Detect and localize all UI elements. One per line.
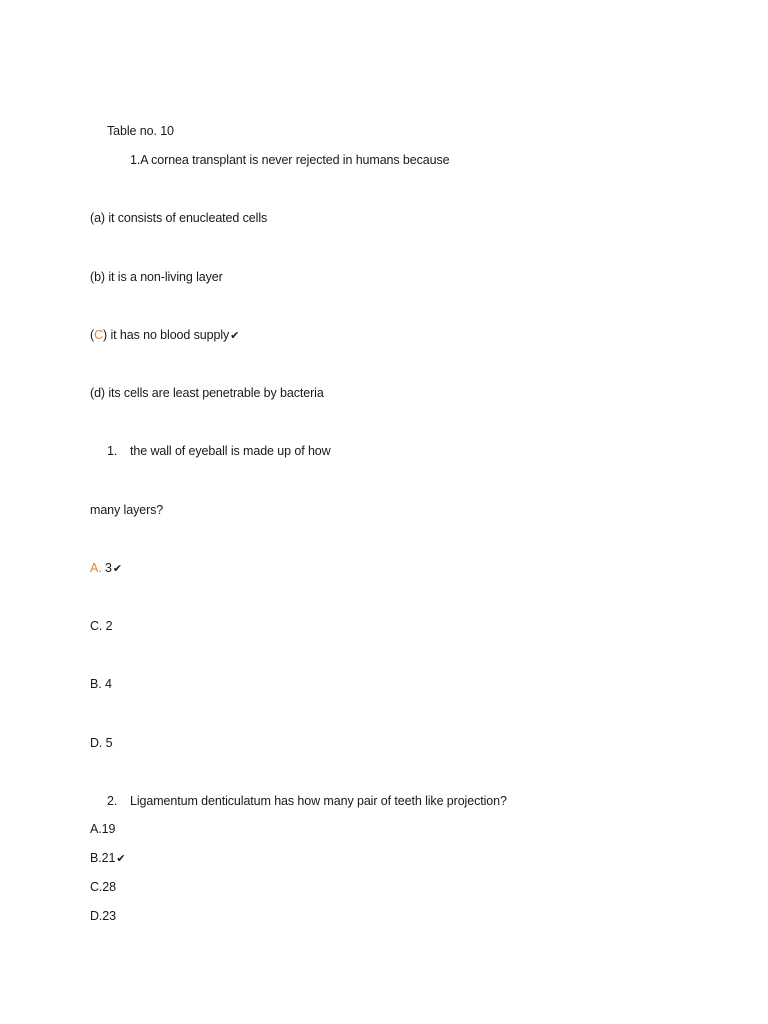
question-1-option-b: (b) it is a non-living layer <box>90 270 223 284</box>
question-3-option-c: C.28 <box>90 880 117 894</box>
question-2-first-line <box>107 443 331 459</box>
option-c-open-paren: ( <box>90 328 95 342</box>
option-a-label: A. <box>90 561 102 575</box>
question-3-line <box>107 793 507 809</box>
question-2-option-b: B. 4 <box>90 677 112 691</box>
question-3-option-d: D.23 <box>90 909 117 923</box>
question-2-second-line: many layers? <box>90 503 164 517</box>
option-b-text: B.21 <box>90 851 116 865</box>
question-1-option-a: (a) it consists of enucleated cells <box>90 211 268 225</box>
option-a-value: 3 <box>105 561 112 575</box>
check-mark-icon: ✔ <box>116 852 126 865</box>
question-3-option-b <box>90 850 125 867</box>
question-2-number: 1. <box>107 444 118 458</box>
question-1-text: 1.A cornea transplant is never rejected in humans because <box>130 153 450 167</box>
option-c-text: ) it has no blood supply <box>103 328 230 342</box>
check-mark-icon: ✔ <box>230 329 240 342</box>
question-2-text: the wall of eyeball is made up of how <box>130 444 331 458</box>
question-2-option-a <box>90 560 122 577</box>
question-3-text: Ligamentum denticulatum has how many pair of teeth like projection? <box>130 794 507 808</box>
question-3-option-a: A.19 <box>90 822 116 836</box>
question-1-option-c <box>90 327 239 344</box>
question-3-number: 2. <box>107 794 118 808</box>
table-title: Table no. 10 <box>107 124 174 138</box>
question-2-option-c: C. 2 <box>90 619 113 633</box>
option-c-letter: C <box>94 328 104 342</box>
check-mark-icon: ✔ <box>112 562 122 575</box>
question-1-option-d: (d) its cells are least penetrable by bacteria <box>90 386 324 400</box>
question-2-option-d: D. 5 <box>90 736 113 750</box>
